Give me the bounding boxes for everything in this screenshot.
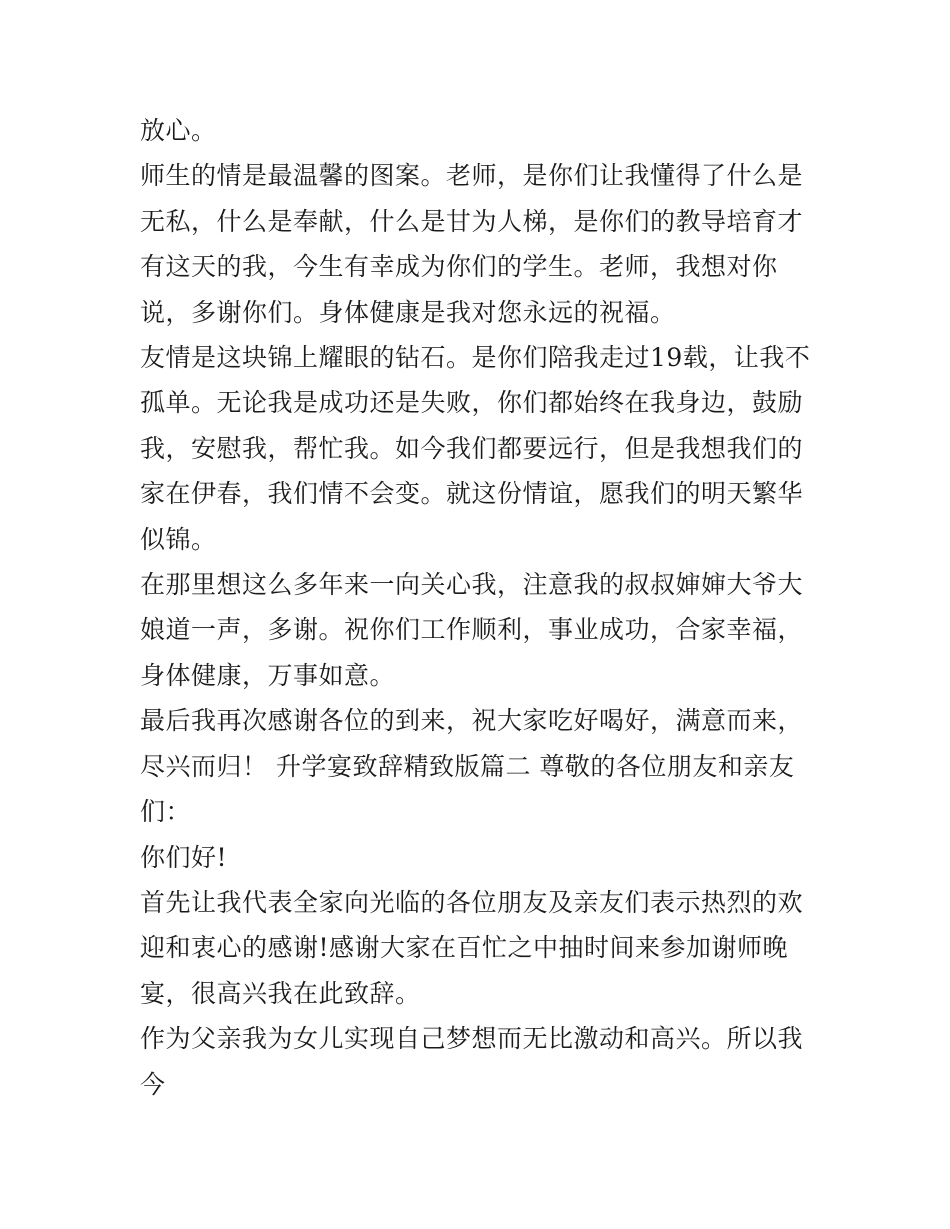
paragraph-8: 作为父亲我为女儿实现自己梦想而无比激动和高兴。所以我今: [140, 1024, 804, 1099]
paragraph-5: 最后我再次感谢各位的到来，祝大家吃好喝好，满意而来，尽兴而归！ 升学宴致辞精致版篇二 尊敬的各位朋友和亲友们：: [140, 706, 804, 827]
document-body: [140, 108, 820, 1107]
paragraph-6: 你们好!: [140, 842, 228, 872]
paragraph-7: 首先让我代表全家向光临的各位朋友及亲友们表示热烈的欢迎和衷心的感谢!感谢大家在百忙之中抽时间来参加谢师晚宴，很高兴我在此致辞。: [140, 887, 804, 1008]
paragraph-2: 师生的情是最温馨的图案。老师，是你们让我懂得了什么是无私，什么是奉献，什么是甘为人梯，是你们的教导培育才有这天的我，今生有幸成为你们的学生。老师，我想对你说，多谢你们。身体健康是我对您永远的祝福。: [140, 161, 804, 327]
paragraph-4: 在那里想这么多年来一向关心我，注意我的叔叔婶婶大爷大娘道一声，多谢。祝你们工作顺利，事业成功，合家幸福，身体健康，万事如意。: [140, 570, 804, 690]
paragraph-1: 放心。: [140, 116, 217, 145]
paragraph-3: 友情是这块锦上耀眼的钻石。是你们陪我走过19载，让我不孤单。无论我是成功还是失败，你们都始终在我身边，鼓励我，安慰我，帮忙我。如今我们都要远行，但是我想我们的家在伊春，我们情不会变。就这份情谊，愿我们的明天繁华似锦。: [140, 343, 811, 554]
